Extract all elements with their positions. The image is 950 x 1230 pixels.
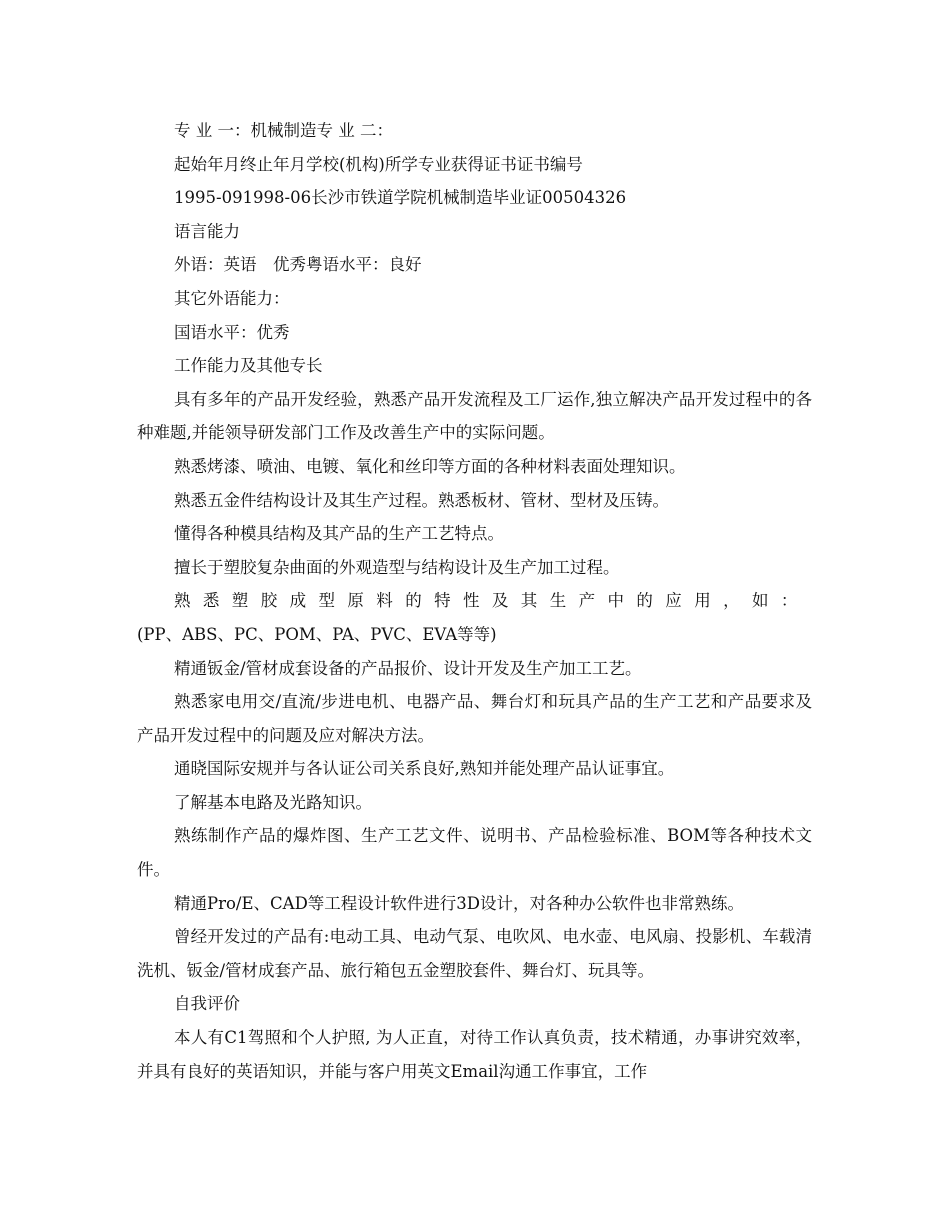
- skill-paragraph: 懂得各种模具结构及其产品的生产工艺特点。: [174, 524, 504, 544]
- skill-paragraph-spread: [137, 584, 812, 618]
- skill-paragraph: 精通钣金/管材成套设备的产品报价、设计开发及生产加工工艺。: [174, 658, 642, 678]
- foreign-language-line: 外语：英语 优秀粤语水平：良好: [174, 255, 422, 275]
- skill-paragraph: 熟悉烤漆、喷油、电镀、氧化和丝印等方面的各种材料表面处理知识。: [174, 456, 686, 476]
- skill-paragraph: 精通Pro/E、CAD等工程设计软件进行3D设计，对各种办公软件也非常熟练。: [174, 893, 745, 913]
- spread-text: 熟悉塑胶成型原料的特性及其生产中的应用，如：: [174, 591, 810, 611]
- skill-paragraph: 擅长于塑胶复杂曲面的外观造型与结构设计及生产加工过程。: [174, 557, 620, 577]
- major-line: 专 业 一：机械制造专 业 二：: [174, 121, 393, 140]
- document-body: [137, 114, 812, 1088]
- skill-paragraph: 曾经开发过的产品有:电动工具、电动气泵、电吹风、电水壶、电风扇、投影机、车载清洗机、钣金/管材成套产品、旅行箱包五金塑胶套件、舞台灯、玩具等。: [137, 927, 812, 980]
- skill-paragraph: 熟练制作产品的爆炸图、生产工艺文件、说明书、产品检验标准、BOM等各种技术文件。: [137, 826, 812, 880]
- skill-paragraph-continuation: (PP、ABS、PC、POM、PA、PVC、EVA等等): [137, 624, 497, 644]
- skill-paragraph: 熟悉五金件结构设计及其生产过程。熟悉板材、管材、型材及压铸。: [174, 490, 669, 510]
- section-heading-self-evaluation: 自我评价: [174, 994, 240, 1014]
- skill-paragraph: 了解基本电路及光路知识。: [174, 792, 372, 812]
- section-heading-language: 语言能力: [174, 221, 240, 241]
- skill-paragraph: 熟悉家电用交/直流/步进电机、电器产品、舞台灯和玩具产品的生产工艺和产品要求及产品开发过程中的问题及应对解决方法。: [137, 692, 812, 745]
- education-header-line: 起始年月终止年月学校(机构)所学专业获得证书证书编号: [174, 154, 583, 174]
- education-record-line: 1995-091998-06长沙市铁道学院机械制造毕业证00504326: [174, 188, 627, 208]
- section-heading-skills: 工作能力及其他专长: [174, 356, 323, 376]
- mandarin-level-line: 国语水平：优秀: [174, 322, 290, 342]
- other-language-line: 其它外语能力：: [174, 288, 290, 308]
- skill-paragraph: 具有多年的产品开发经验，熟悉产品开发流程及工厂运作,独立解决产品开发过程中的各种难题,并能领导研发部门工作及改善生产中的实际问题。: [137, 389, 812, 443]
- self-evaluation-paragraph: 本人有C1驾照和个人护照, 为人正直，对待工作认真负责，技术精通，办事讲究效率，并具有良好的英语知识，并能与客户用英文Email沟通工作事宜，工作: [137, 1028, 812, 1081]
- skill-paragraph: 通晓国际安规并与各认证公司关系良好,熟知并能处理产品认证事宜。: [174, 759, 675, 779]
